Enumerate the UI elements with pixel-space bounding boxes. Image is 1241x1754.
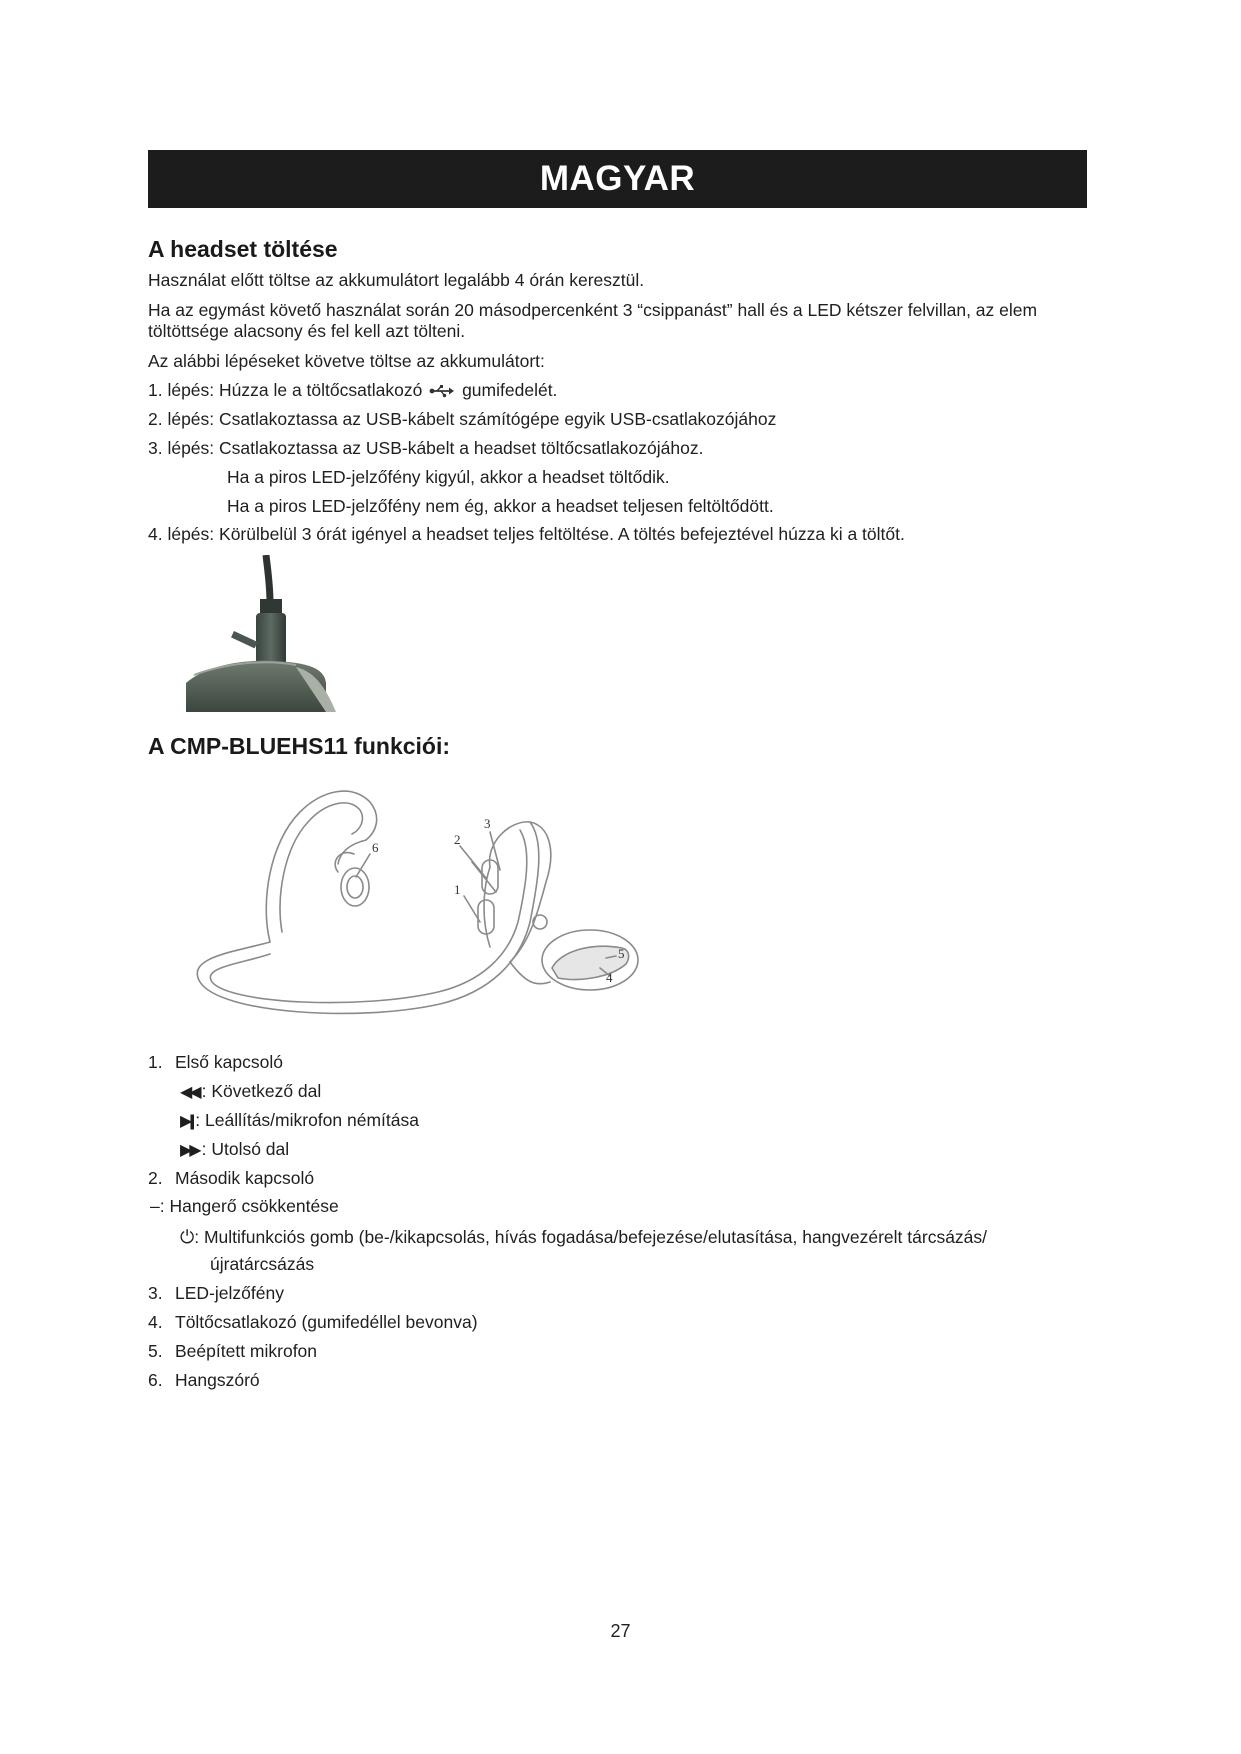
- function-item-6-num: 6.: [148, 1370, 163, 1390]
- step-2: 2. lépés: Csatlakoztassa az USB-kábelt számítógépe egyik USB-csatlakozójához: [148, 409, 777, 429]
- function-item-2-label: Második kapcsoló: [175, 1168, 315, 1188]
- language-title: MAGYAR: [539, 159, 696, 198]
- function-sub-next-text: : Következő dal: [201, 1081, 322, 1101]
- step-4: 4. lépés: Körülbelül 3 órát igényel a headset teljes feltöltése. A töltés befejeztével húzza ki a töltőt.: [148, 524, 905, 544]
- diagram-label-1: 1: [454, 882, 461, 897]
- step-3-note-led-on: Ha a piros LED-jelzőfény kigyúl, akkor a headset töltődik.: [227, 467, 670, 487]
- page-number: 27: [610, 1621, 631, 1641]
- function-sub-multifunction: [180, 1227, 987, 1248]
- step-1-prefix: 1. lépés: Húzza le a töltőcsatlakozó: [148, 380, 423, 400]
- function-sub-multifunction-text: : Multifunkciós gomb (be-/kikapcsolás, hívás fogadása/befejezése/elutasítása, hangvezérelt tárcsázás/: [194, 1227, 988, 1247]
- function-item-6-label: Hangszóró: [175, 1370, 260, 1390]
- diagram-label-6: 6: [372, 840, 379, 855]
- rewind-icon: ◀◀: [180, 1084, 199, 1101]
- charging-intro: Használat előtt töltse az akkumulátort legalább 4 órán keresztül.: [148, 270, 645, 290]
- function-item-6: [148, 1370, 260, 1391]
- charging-heading: A headset töltése: [148, 236, 338, 262]
- language-header: [148, 150, 1087, 208]
- functions-heading: A CMP-BLUEHS11 funkciói:: [148, 733, 451, 759]
- function-item-3-label: LED-jelzőfény: [175, 1283, 284, 1303]
- step-1-suffix: gumifedelét.: [462, 380, 558, 400]
- function-item-4-label: Töltőcsatlakozó (gumifedéllel bevonva): [175, 1312, 478, 1332]
- function-item-2-num: 2.: [148, 1168, 163, 1188]
- function-item-4: [148, 1312, 478, 1333]
- function-item-1: [148, 1052, 283, 1073]
- function-item-3: [148, 1283, 284, 1304]
- diagram-label-2: 2: [454, 832, 461, 847]
- function-item-3-num: 3.: [148, 1283, 163, 1303]
- function-sub-last-text: : Utolsó dal: [201, 1139, 290, 1159]
- function-sub-last: [180, 1139, 289, 1161]
- function-sub-play: [180, 1110, 419, 1132]
- function-item-1-label: Első kapcsoló: [175, 1052, 283, 1072]
- diagram-label-3: 3: [484, 816, 491, 831]
- step-1: [148, 380, 557, 401]
- step-3-note-led-off: Ha a piros LED-jelzőfény nem ég, akkor a headset teljesen feltöltődött.: [227, 496, 774, 516]
- function-item-5-label: Beépített mikrofon: [175, 1341, 318, 1361]
- function-item-5-num: 5.: [148, 1341, 163, 1361]
- play-pause-icon: ▶||: [180, 1113, 193, 1130]
- headset-diagram: [190, 782, 700, 1032]
- function-sub-next: [180, 1081, 321, 1103]
- steps-intro: Az alábbi lépéseket követve töltse az akkumulátort:: [148, 351, 545, 371]
- power-icon: ⏻: [180, 1227, 195, 1248]
- function-item-1-num: 1.: [148, 1052, 163, 1072]
- function-item-5: [148, 1341, 317, 1362]
- function-item-2: [148, 1168, 314, 1189]
- fast-forward-icon: ▶▶: [180, 1142, 199, 1159]
- step-3: 3. lépés: Csatlakoztassa az USB-kábelt a headset töltőcsatlakozójához.: [148, 438, 704, 458]
- function-item-4-num: 4.: [148, 1312, 163, 1332]
- low-battery-note: Ha az egymást követő használat során 20 másodpercenként 3 “csippanást” hall és a LED kétszer felvillan, az elem töltöttsége alacsony és fel kell azt tölteni.: [148, 300, 1038, 341]
- charging-photo: [186, 555, 348, 712]
- function-sub-multifunction-cont: újratárcsázás: [210, 1254, 315, 1274]
- function-sub-volume-down: –: Hangerő csökkentése: [150, 1196, 339, 1216]
- function-sub-play-text: : Leállítás/mikrofon némítása: [195, 1110, 419, 1130]
- usb-icon: [429, 384, 455, 398]
- diagram-label-4: 4: [606, 970, 613, 985]
- diagram-label-5: 5: [618, 946, 625, 961]
